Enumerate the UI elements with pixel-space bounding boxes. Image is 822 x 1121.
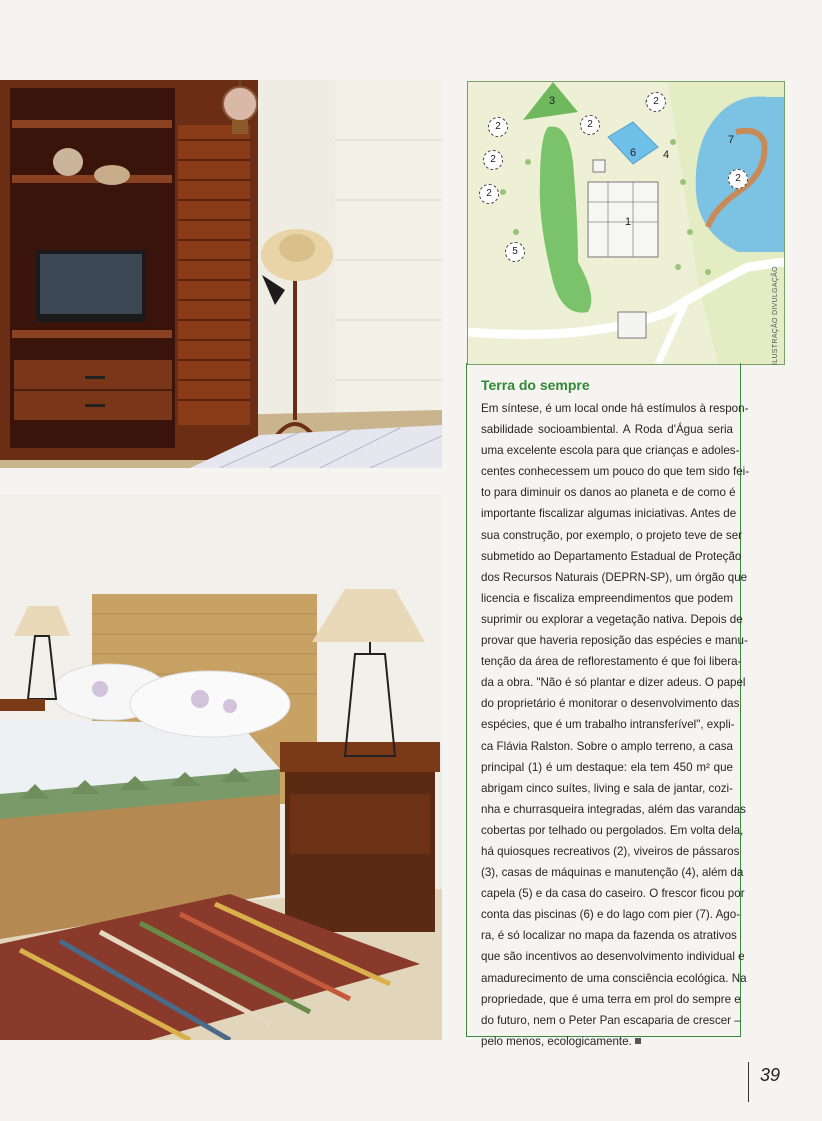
article-line: há quiosques recreativos (2), viveiros de pássaros [481,844,740,858]
article-body [481,398,750,1052]
map-label-chapel: 5 [505,242,525,262]
map-label-kiosk: 2 [483,150,503,170]
article-line: abrigam cinco suítes, living e sala de jantar, cozi- [481,781,733,795]
article-line: importante fiscalizar algumas iniciativas. Antes de [481,507,737,521]
map-label-aviary: 3 [549,95,556,107]
map-label-house: 1 [625,216,632,228]
article-line: propriedade, que é uma terra em prol do sempre e [481,992,741,1006]
map-label-kiosk: 2 [488,117,508,137]
article-line: tenção da área de reflorestamento é que foi libera- [481,655,742,669]
article-line: submetido ao Departamento Estadual de Proteção [481,549,742,563]
map-label-kiosk: 2 [646,92,666,112]
farm-map [467,81,785,365]
article-line: sabilidade socioambiental. A Roda d'Água seria [481,423,733,437]
article-line: do futuro, nem o Peter Pan escaparia de crescer – [481,1013,741,1027]
article-line: ra, é só localizar no mapa da fazenda os atrativos [481,929,737,943]
map-label-lake: 7 [728,134,735,146]
article-line: nha e churrasqueira integradas, além das varandas [481,802,746,816]
article-line: sua construção, por exemplo, o projeto teve de ser [481,528,743,542]
article-line: ca Flávia Ralston. Sobre o amplo terreno, a casa [481,739,733,753]
page-number: 39 [760,1065,781,1085]
article-line: amadurecimento de uma consciência ecológica. Na [481,971,747,985]
article-line: que são incentivos ao desenvolvimento individual e [481,950,745,964]
page-number-divider [748,1062,749,1102]
article-line: principal (1) é um destaque: ela tem 450 m² que [481,760,733,774]
bedroom-cabinet-photo [0,80,442,468]
article-line: espécies, que é um trabalho intransferível", expli- [481,718,735,732]
article-line: provar que haveria reposição das espécies e manu- [481,634,748,648]
article-line: licencia e fiscaliza empreendimentos que podem [481,591,733,605]
article-line: da a obra. "Não é só plantar e dizer adeus. O papel [481,676,746,690]
article-line: uma excelente escola para que crianças e adoles- [481,444,740,458]
article-line: dos Recursos Naturais (DEPRN-SP), um órgão que [481,570,748,584]
end-square-icon [635,1038,641,1044]
bedroom-bed-photo [0,494,442,1040]
map-credit: ILUSTRAÇÃO DIVULGAÇÃO [772,266,779,365]
article-line: centes conhecessem um pouco do que tem sido fei- [481,465,750,479]
article-line: pelo menos, ecologicamente. [481,1031,733,1052]
map-label-machines: 4 [663,149,670,161]
article-line: Em síntese, é um local onde há estímulos à respon- [481,402,749,415]
article-box [466,363,750,1048]
article-title: Terra do sempre [481,377,590,393]
map-label-kiosk: 2 [728,169,748,189]
article-line: do proprietário é monitorar o desenvolvimento das [481,697,740,711]
article-line: to para diminuir os danos ao planeta e de como é [481,486,736,500]
article-line: (3), casas de máquinas e manutenção (4), além da [481,866,744,880]
map-label-kiosk: 2 [580,115,600,135]
article-line: cobertas por telhado ou pergolados. Em volta dela, [481,823,744,837]
map-label-pool: 6 [630,147,637,159]
article-line: conta das piscinas (6) e do lago com pier (7). Ago- [481,908,741,922]
article-line: capela (5) e da casa do caseiro. O frescor ficou por [481,887,745,901]
map-label-kiosk: 2 [479,184,499,204]
article-line: suprimir ou explorar a vegetação nativa. Depois de [481,612,743,626]
